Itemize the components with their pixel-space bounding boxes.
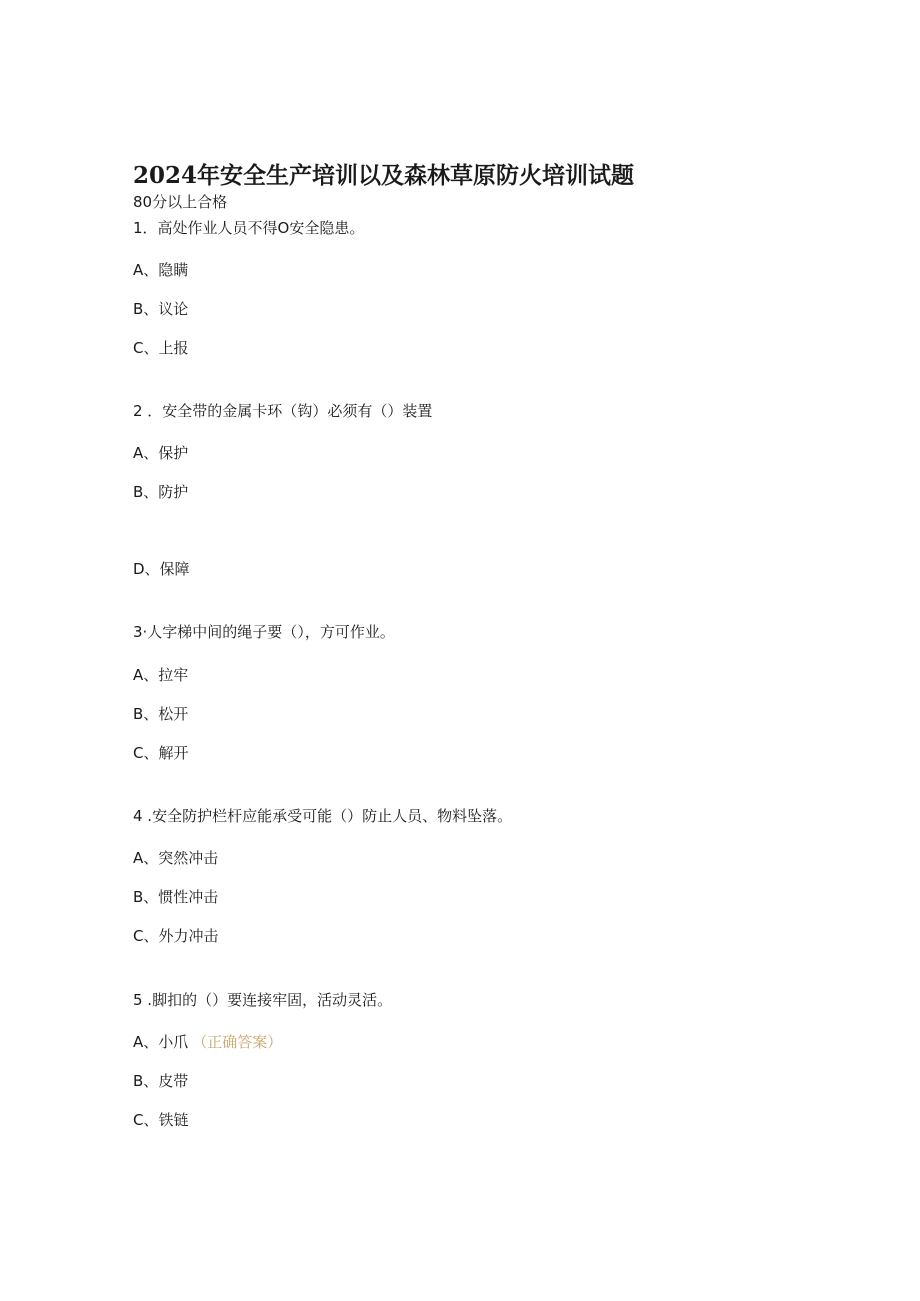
question-3-stem: 3·人字梯中间的绳子要（），方可作业。: [133, 623, 395, 641]
question-1-option-c: C、上报: [133, 339, 189, 357]
question-4-option-b: B、惯性冲击: [133, 888, 219, 906]
question-1-option-b: B、议论: [133, 300, 189, 318]
question-3-option-c: C、解开: [133, 744, 189, 762]
question-5-option-c: C、铁链: [133, 1111, 189, 1129]
question-2-option-d: D、保障: [133, 560, 190, 578]
question-1-option-a: A、隐瞒: [133, 261, 189, 279]
question-2-option-a: A、保护: [133, 444, 189, 462]
question-3-option-a: A、拉牢: [133, 666, 189, 684]
question-4-option-a: A、突然冲击: [133, 849, 219, 867]
question-5-stem: 5 .脚扣的（）要连接牢固，活动灵活。: [133, 991, 393, 1009]
question-5-option-a: [133, 1032, 282, 1052]
question-2-option-b: B、防护: [133, 483, 189, 501]
pass-note: 80分以上合格: [133, 193, 228, 211]
document-title: 2024年安全生产培训以及森林草原防火培训试题: [133, 162, 635, 189]
question-4-stem: 4 .安全防护栏杆应能承受可能（）防止人员、物料坠落。: [133, 807, 513, 825]
correct-answer-note: （正确答案）: [192, 1033, 283, 1051]
question-3-option-b: B、松开: [133, 705, 189, 723]
question-5-option-b: B、皮带: [133, 1072, 189, 1090]
question-5-option-a-label: A、小爪: [133, 1033, 189, 1051]
question-2-stem: 2 ．安全带的金属卡环（钩）必须有（）装置: [133, 402, 433, 420]
question-1-stem: 1．高处作业人员不得O安全隐患。: [133, 219, 365, 237]
question-4-option-c: C、外力冲击: [133, 927, 219, 945]
